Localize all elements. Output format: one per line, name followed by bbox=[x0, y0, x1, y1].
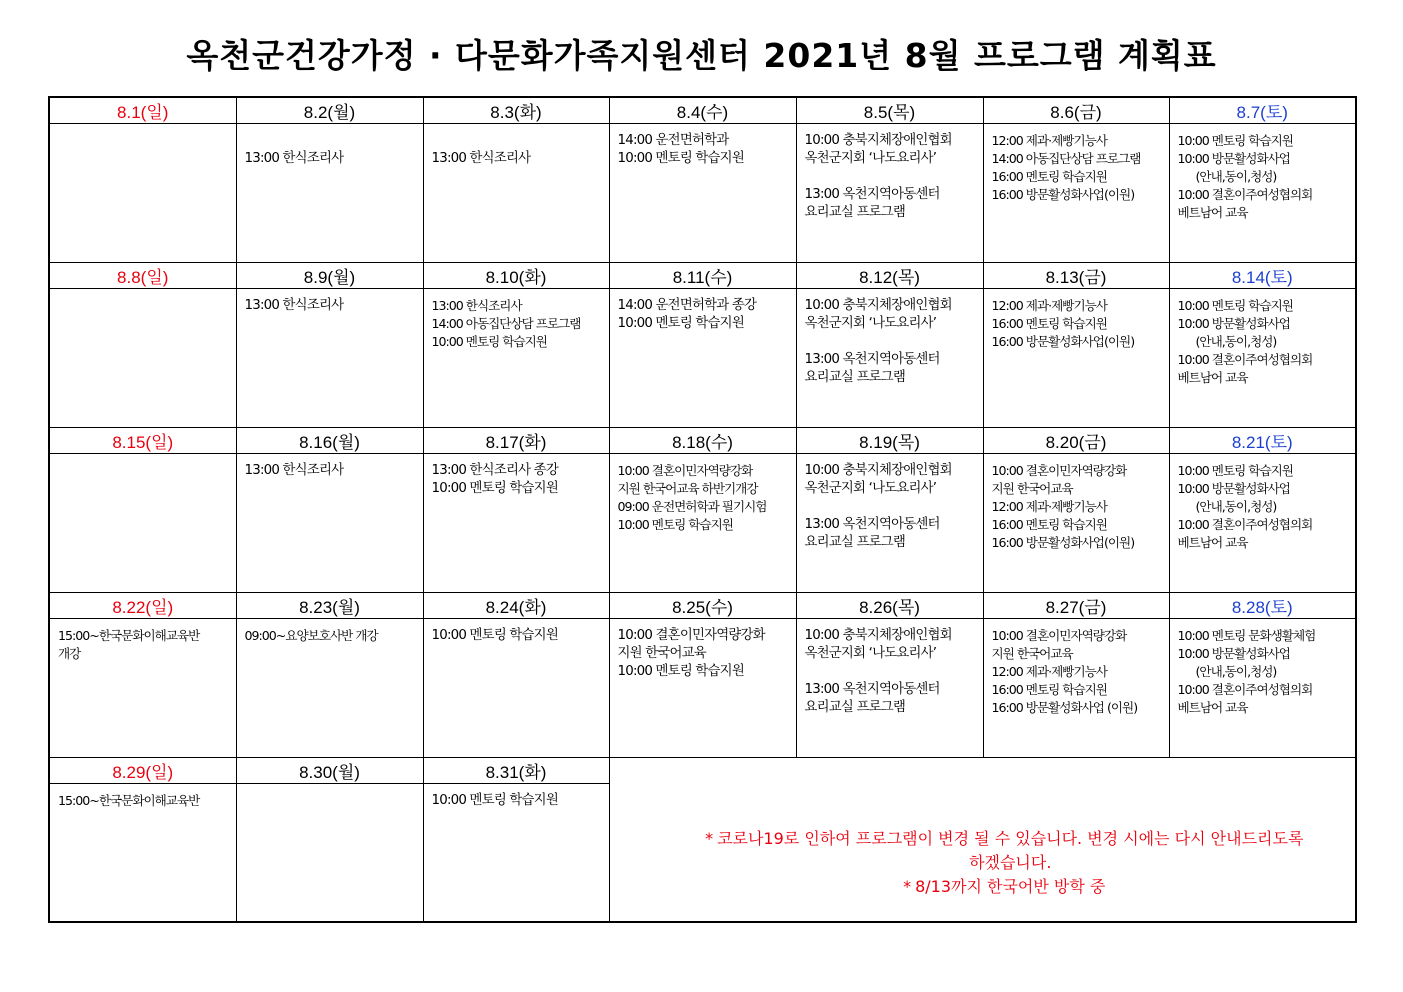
week-1-events-row bbox=[49, 124, 1356, 263]
week-1-header-row bbox=[49, 97, 1356, 124]
date-header: 8.25(수) bbox=[609, 593, 796, 619]
day-events bbox=[50, 454, 236, 462]
date-header: 8.15(일) bbox=[49, 428, 236, 454]
day-cell bbox=[236, 619, 423, 758]
date-header: 8.6(금) bbox=[983, 97, 1169, 124]
day-cell bbox=[609, 124, 796, 263]
date-header: 8.12(목) bbox=[796, 263, 983, 289]
day-cell bbox=[49, 784, 236, 923]
day-cell bbox=[796, 454, 983, 593]
day-cell bbox=[423, 619, 609, 758]
date-header: 8.5(목) bbox=[796, 97, 983, 124]
week-3-header-row bbox=[49, 428, 1356, 454]
date-header: 8.24(화) bbox=[423, 593, 609, 619]
page-title: 옥천군건강가정 · 다문화가족지원센터 2021년 8월 프로그램 계획표 bbox=[186, 36, 1217, 75]
day-cell bbox=[609, 619, 796, 758]
date-header: 8.21(토) bbox=[1169, 428, 1356, 454]
day-events: 12:00 제과·제빵기능사 14:00 아동집단상담 프로그램 16:00 멘토링 학습지원 16:00 방문활성화사업(이원) bbox=[991, 133, 1141, 202]
day-events: 10:00 충북지체장애인협회 옥천군지회 ‘나도요리사’ 13:00 옥천지역아동센터 요리교실 프로그램 bbox=[804, 463, 952, 550]
day-events: 10:00 결혼이민자역량강화 지원 한국어교육 12:00 제과·제빵기능사 16:00 멘토링 학습지원 16:00 방문활성화사업(이원) bbox=[991, 463, 1135, 550]
day-cell bbox=[1169, 289, 1356, 428]
day-cell bbox=[609, 289, 796, 428]
day-cell bbox=[983, 619, 1169, 758]
date-header: 8.9(월) bbox=[236, 263, 423, 289]
day-events: 10:00 결혼이민자역량강화 지원 한국어교육 10:00 멘토링 학습지원 bbox=[617, 628, 765, 679]
day-events: 14:00 운전면허학과 10:00 멘토링 학습지원 bbox=[617, 133, 744, 166]
date-header: 8.31(화) bbox=[423, 758, 609, 784]
day-events: 13:00 한식조리사 종강 10:00 멘토링 학습지원 bbox=[431, 463, 558, 496]
asterisk-bullet: * bbox=[903, 876, 912, 896]
day-events: 13:00 한식조리사 14:00 아동집단상담 프로그램 10:00 멘토링 학습지원 bbox=[431, 298, 581, 349]
notice-cell bbox=[609, 758, 1356, 923]
day-events: 10:00 멘토링 학습지원 bbox=[431, 628, 558, 643]
day-events: 10:00 결혼이민자역량강화 지원 한국어교육 하반기개강 09:00 운전면허학과 필기시험 10:00 멘토링 학습지원 bbox=[617, 463, 767, 532]
week-4-events-row bbox=[49, 619, 1356, 758]
date-header: 8.29(일) bbox=[49, 758, 236, 784]
day-events: 13:00 한식조리사 bbox=[244, 463, 344, 478]
day-cell bbox=[49, 454, 236, 593]
day-cell bbox=[983, 289, 1169, 428]
day-cell bbox=[796, 619, 983, 758]
date-header: 8.28(토) bbox=[1169, 593, 1356, 619]
day-cell bbox=[423, 784, 609, 923]
date-header: 8.13(금) bbox=[983, 263, 1169, 289]
day-cell bbox=[423, 124, 609, 263]
asterisk-bullet: * bbox=[705, 828, 714, 848]
day-events: 10:00 멘토링 문화생활체험 10:00 방문활성화사업 (안내,동이,청성) 10:00 결혼이주여성협의회 베트남어 교육 bbox=[1177, 628, 1316, 715]
date-header: 8.4(수) bbox=[609, 97, 796, 124]
day-events: 10:00 멘토링 학습지원 bbox=[431, 793, 558, 808]
date-header: 8.26(목) bbox=[796, 593, 983, 619]
notice-box bbox=[610, 781, 1356, 899]
notice-line-2 bbox=[650, 875, 1356, 899]
date-header: 8.18(수) bbox=[609, 428, 796, 454]
date-header: 8.19(목) bbox=[796, 428, 983, 454]
week-3-events-row bbox=[49, 454, 1356, 593]
day-events: 13:00 한식조리사 bbox=[244, 151, 344, 166]
day-cell bbox=[49, 289, 236, 428]
day-cell bbox=[236, 289, 423, 428]
week-4-header-row bbox=[49, 593, 1356, 619]
day-cell bbox=[49, 619, 236, 758]
date-header: 8.17(화) bbox=[423, 428, 609, 454]
notice-line-1 bbox=[650, 827, 1356, 851]
date-header: 8.2(월) bbox=[236, 97, 423, 124]
day-cell bbox=[1169, 454, 1356, 593]
date-header: 8.20(금) bbox=[983, 428, 1169, 454]
notice-line-1-cont bbox=[650, 851, 1356, 875]
week-2-events-row bbox=[49, 289, 1356, 428]
day-events: 12:00 제과·제빵기능사 16:00 멘토링 학습지원 16:00 방문활성화사업(이원) bbox=[991, 298, 1135, 349]
date-header: 8.16(월) bbox=[236, 428, 423, 454]
day-events: 10:00 멘토링 학습지원 10:00 방문활성화사업 (안내,동이,청성) 10:00 결혼이주여성협의회 베트남어 교육 bbox=[1177, 298, 1313, 385]
day-events: 15:00~한국문화이해교육반 bbox=[58, 793, 200, 808]
day-cell bbox=[1169, 124, 1356, 263]
date-header: 8.7(토) bbox=[1169, 97, 1356, 124]
day-cell bbox=[1169, 619, 1356, 758]
day-cell bbox=[609, 454, 796, 593]
date-header: 8.11(수) bbox=[609, 263, 796, 289]
date-header: 8.1(일) bbox=[49, 97, 236, 124]
week-5-header-row bbox=[49, 758, 1356, 784]
day-events: 14:00 운전면허학과 종강 10:00 멘토링 학습지원 bbox=[617, 298, 757, 331]
day-cell bbox=[423, 454, 609, 593]
date-header: 8.14(토) bbox=[1169, 263, 1356, 289]
day-cell bbox=[796, 289, 983, 428]
day-events: 10:00 충북지체장애인협회 옥천군지회 ‘나도요리사’ 13:00 옥천지역아동센터 요리교실 프로그램 bbox=[804, 298, 952, 385]
day-events: 10:00 멘토링 학습지원 10:00 방문활성화사업 (안내,동이,청성) 10:00 결혼이주여성협의회 베트남어 교육 bbox=[1177, 133, 1313, 220]
day-events bbox=[50, 124, 236, 132]
day-events bbox=[50, 289, 236, 297]
notice-text-1: 코로나19로 인하여 프로그램이 변경 될 수 있습니다. 변경 시에는 다시 안내드리도록 bbox=[717, 828, 1304, 848]
day-cell bbox=[236, 784, 423, 923]
day-events bbox=[237, 784, 423, 792]
day-events: 10:00 결혼이민자역량강화 지원 한국어교육 12:00 제과·제빵기능사 16:00 멘토링 학습지원 16:00 방문활성화사업 (이원) bbox=[991, 628, 1138, 715]
day-events: 10:00 멘토링 학습지원 10:00 방문활성화사업 (안내,동이,청성) 10:00 결혼이주여성협의회 베트남어 교육 bbox=[1177, 463, 1313, 550]
date-header: 8.22(일) bbox=[49, 593, 236, 619]
date-header: 8.30(월) bbox=[236, 758, 423, 784]
week-2-header-row bbox=[49, 263, 1356, 289]
program-calendar-table bbox=[48, 96, 1357, 923]
day-events: 13:00 한식조리사 bbox=[244, 298, 344, 313]
day-events: 10:00 충북지체장애인협회 옥천군지회 ‘나도요리사’ 13:00 옥천지역아동센터 요리교실 프로그램 bbox=[804, 133, 952, 220]
date-header: 8.3(화) bbox=[423, 97, 609, 124]
date-header: 8.27(금) bbox=[983, 593, 1169, 619]
day-cell bbox=[983, 124, 1169, 263]
day-cell bbox=[236, 454, 423, 593]
day-events: 15:00~한국문화이해교육반 개강 bbox=[58, 628, 200, 661]
day-cell bbox=[796, 124, 983, 263]
date-header: 8.10(화) bbox=[423, 263, 609, 289]
day-cell bbox=[49, 124, 236, 263]
day-cell bbox=[236, 124, 423, 263]
notice-text-2: 8/13까지 한국어반 방학 중 bbox=[915, 876, 1106, 896]
date-header: 8.23(월) bbox=[236, 593, 423, 619]
date-header: 8.8(일) bbox=[49, 263, 236, 289]
day-cell bbox=[423, 289, 609, 428]
day-events: 09:00~요양보호사반 개강 bbox=[244, 628, 378, 643]
day-events: 13:00 한식조리사 bbox=[431, 151, 531, 166]
day-events: 10:00 충북지체장애인협회 옥천군지회 ‘나도요리사’ 13:00 옥천지역아동센터 요리교실 프로그램 bbox=[804, 628, 952, 715]
day-cell bbox=[983, 454, 1169, 593]
notice-text-1-cont: 하겠습니다. bbox=[969, 852, 1052, 872]
